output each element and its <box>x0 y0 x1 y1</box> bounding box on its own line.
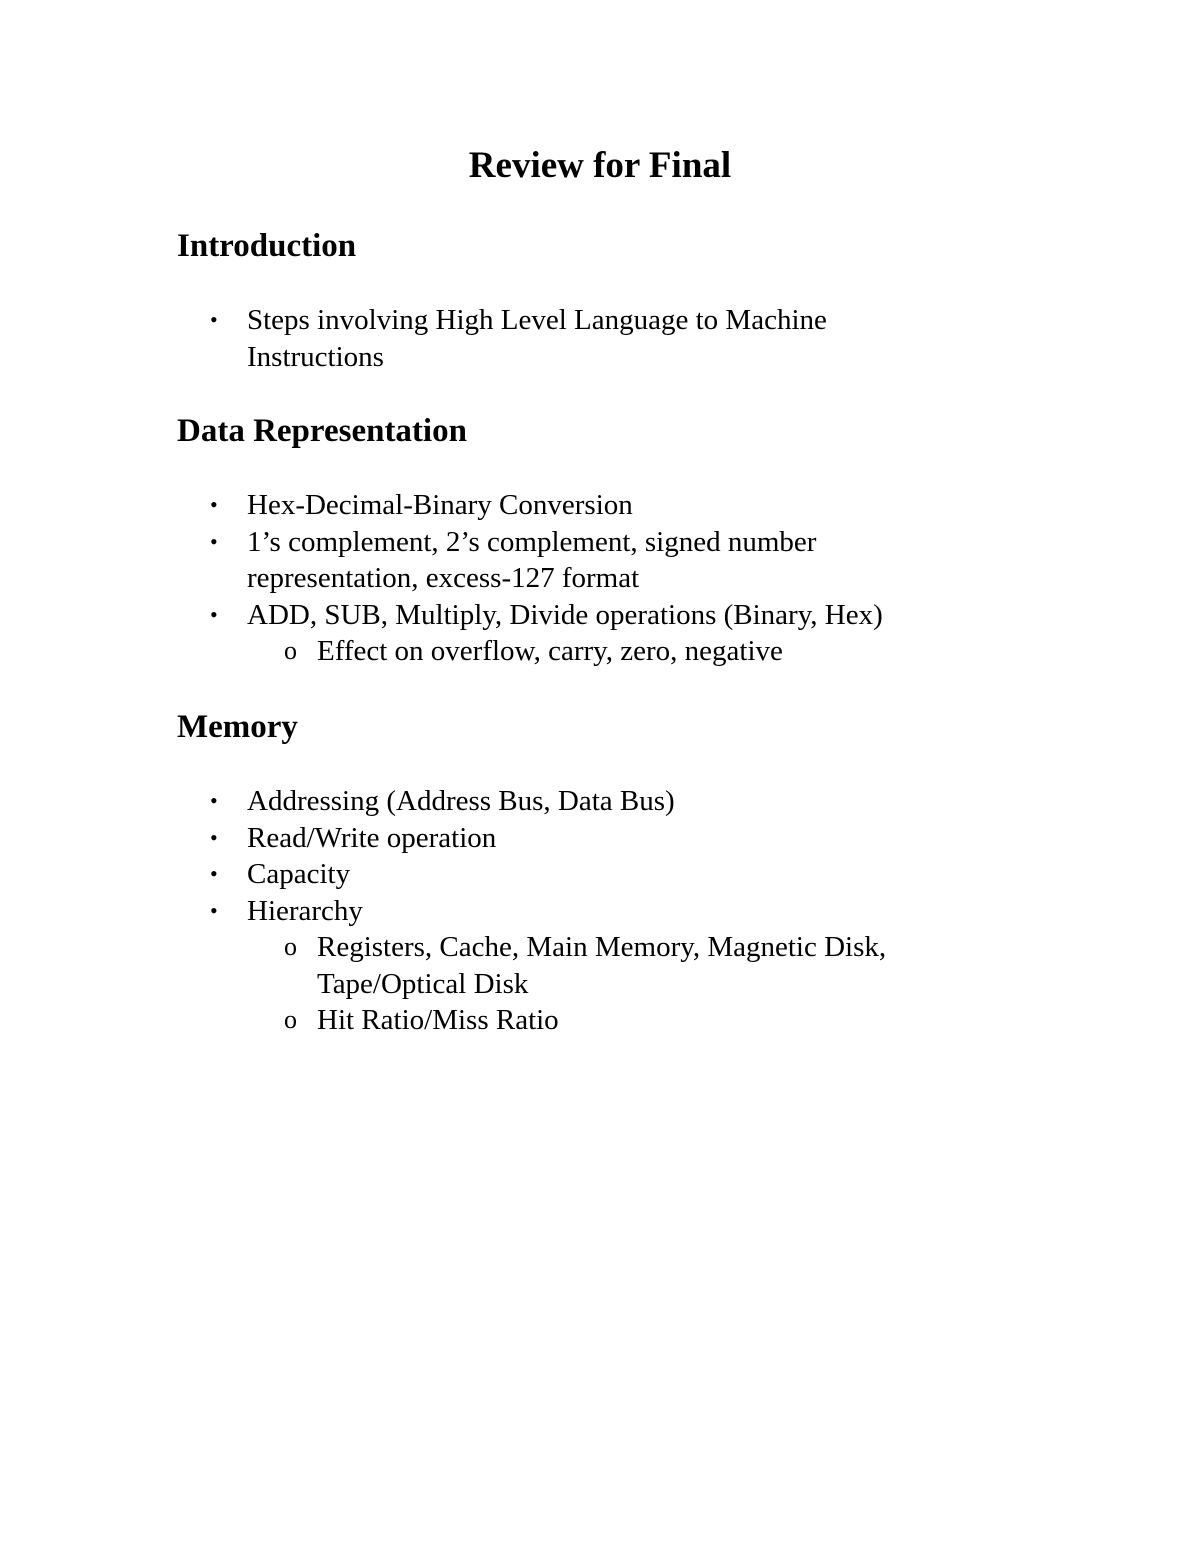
list-item-text: Hierarchy <box>247 894 363 927</box>
bullet-icon: • <box>210 492 218 517</box>
circle-bullet-icon: o <box>284 1005 297 1034</box>
sub-list-item <box>0 929 967 1002</box>
page-title: Review for Final <box>468 145 732 186</box>
list-item <box>0 856 967 893</box>
circle-bullet-icon: o <box>284 932 297 961</box>
circle-bullet-icon: o <box>284 636 297 665</box>
list-item-text: Addressing (Address Bus, Data Bus) <box>247 785 675 817</box>
data-representation-list <box>0 487 967 670</box>
list-item <box>0 524 967 597</box>
list-item-text: Read/Write operation <box>247 821 497 854</box>
bullet-icon: • <box>210 897 218 923</box>
list-item-text: ADD, SUB, Multiply, Divide operations (Binary, Hex) <box>247 598 883 631</box>
bullet-icon: • <box>210 528 218 554</box>
bullet-icon: • <box>210 861 218 886</box>
bullet-icon: • <box>210 601 218 627</box>
list-item <box>0 487 967 524</box>
list-item-text: Capacity <box>247 858 351 890</box>
list-item-text: Steps involving High Level Language to Machine Instructions <box>247 304 827 373</box>
memory-list <box>0 783 967 1039</box>
sub-list-item-text: Hit Ratio/Miss Ratio <box>317 1004 559 1036</box>
sub-list-item <box>0 633 967 670</box>
section-heading-memory: Memory <box>177 709 298 745</box>
bullet-icon: • <box>210 307 218 332</box>
list-item <box>0 783 967 820</box>
list-item <box>0 893 967 930</box>
bullet-icon: • <box>210 824 218 850</box>
section-heading-introduction: Introduction <box>177 228 357 264</box>
sub-list-item-text: Registers, Cache, Main Memory, Magnetic Disk, Tape/Optical Disk <box>317 931 887 1000</box>
list-item <box>0 820 967 857</box>
list-item <box>0 302 967 375</box>
bullet-icon: • <box>210 788 218 813</box>
list-item <box>0 597 967 634</box>
section-heading-data-representation: Data Representation <box>177 413 467 449</box>
sub-list-item <box>0 1002 967 1039</box>
list-item-text: 1’s complement, 2’s complement, signed number representation, excess-127 format <box>247 525 817 594</box>
sub-list-item-text: Effect on overflow, carry, zero, negative <box>317 635 783 667</box>
list-item-text: Hex-Decimal-Binary Conversion <box>247 489 633 521</box>
introduction-list <box>0 302 967 375</box>
